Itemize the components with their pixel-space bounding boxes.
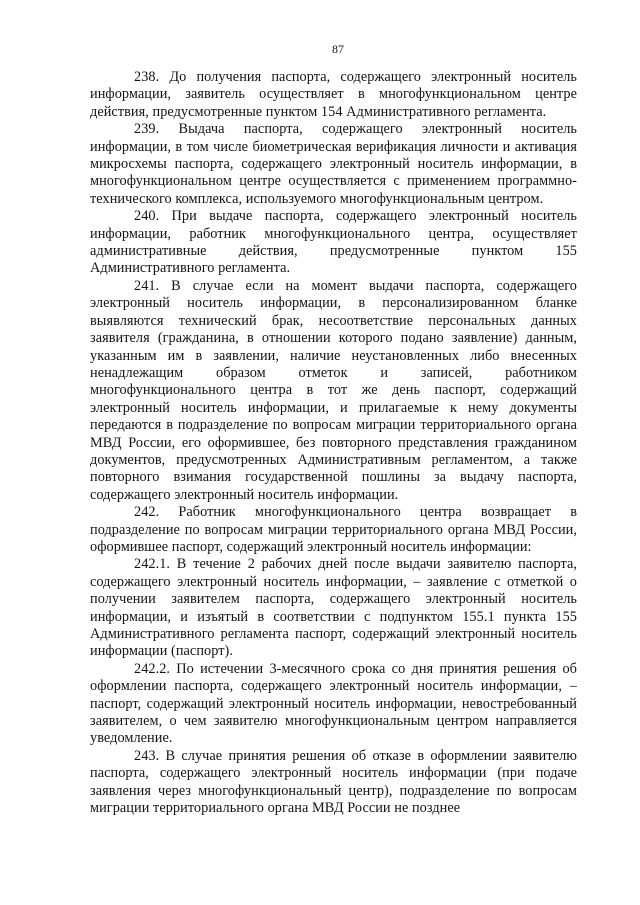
document-body [90,69,577,817]
paragraph-241: 241. В случае если на момент выдачи паспорта, содержащего электронный носитель информации, в персонализированном бланке выявляются технический брак, несоответствие персональных данных заявителя (гражданина, в отношении которого подано заявление) данным, указанным им в заявлении, наличие неустановленных либо внесенных ненадлежащим образом отметок и записей, работником многофункционального центра в тот же день паспорт, содержащий электронный носитель информации, и прилагаемые к нему документы передаются в подразделение по вопросам миграции территориального органа МВД России, его оформившее, без повторного представления гражданином документов, предусмотренных Административным регламентом, а также повторного взимания государственной пошлины за выдачу паспорта, содержащего электронный носитель информации. [90,277,577,503]
paragraph-242: 242. Работник многофункционального центра возвращает в подразделение по вопросам миграции территориального органа МВД России, оформившее паспорт, содержащий электронный носитель информации: [90,504,577,555]
paragraph-239: 239. Выдача паспорта, содержащего электронный носитель информации, в том числе биометрическая верификация личности и активация микросхемы паспорта, содержащего электронный носитель информации, в многофункциональном центре осуществляется с применением программно-технического комплекса, используемого многофункциональным центром. [90,121,577,207]
paragraph-238: 238. До получения паспорта, содержащего электронный носитель информации, заявитель осуществляет в многофункциональном центре действия, предусмотренные пунктом 154 Административного регламента. [90,69,577,120]
paragraph-242-1: 242.1. В течение 2 рабочих дней после выдачи заявителю паспорта, содержащего электронный носитель информации, – заявление с отметкой о получении заявителем паспорта, содержащего электронный носитель информации, и изъятый в соответствии с подпунктом 155.1 пункта 155 Административного регламента паспорт, содержащий электронный носитель информации (паспорт). [90,556,577,660]
paragraph-242-2: 242.2. По истечении 3-месячного срока со дня принятия решения об оформлении паспорта, содержащего электронный носитель информации, – паспорт, содержащий электронный носитель информации, невостребованный заявителем, о чем заявителю многофункциональным центром направляется уведомление. [90,660,577,747]
paragraph-240: 240. При выдаче паспорта, содержащего электронный носитель информации, работник многофункционального центра, осуществляет административные действия, предусмотренные пунктом 155 Административного регламента. [90,208,577,277]
page-number: 87 [332,42,344,56]
paragraph-243: 243. В случае принятия решения об отказе в оформлении заявителю паспорта, содержащего электронный носитель информации (при подаче заявления через многофункциональный центр), подразделение по вопросам миграции территориального органа МВД России не позднее [90,747,577,817]
